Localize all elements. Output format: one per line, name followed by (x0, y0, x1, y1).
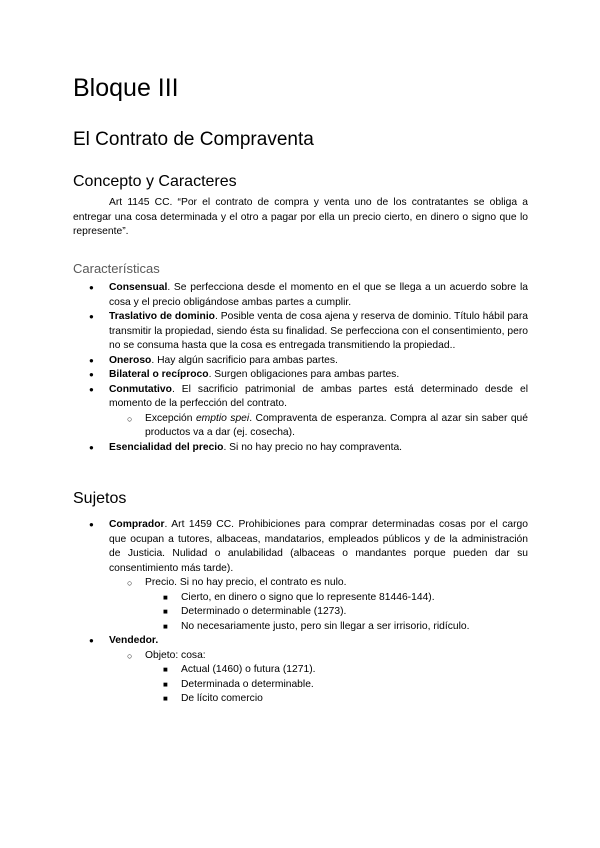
list-item-text: . Se perfecciona desde el momento en el que se llega a un acuerdo sobre la cosa y el precio obligándose ambas partes a cumplir. (109, 282, 528, 308)
document-title: Bloque III (73, 74, 179, 102)
list-item-comprador (0, 518, 600, 576)
bullet-icon: ● (89, 370, 94, 379)
list-item (0, 678, 600, 693)
list-item-precio (0, 576, 600, 591)
list-item (0, 620, 600, 635)
list-item-text: . Surgen obligaciones para ambas partes. (208, 369, 400, 380)
list-item-text: De lícito comercio (181, 693, 263, 704)
list-item (0, 310, 600, 354)
bullet-icon: ● (89, 442, 94, 452)
list-item (0, 383, 600, 412)
square-bullet-icon: ■ (163, 607, 168, 616)
list-item-text: . Hay algún sacrificio para ambas partes. (151, 354, 338, 366)
list-item-term: Conmutativo (109, 383, 172, 395)
bullet-icon: ● (89, 283, 94, 292)
list-item (0, 441, 600, 456)
list-item-text: Cierto, en dinero o signo que lo represente 81446-144). (181, 591, 435, 603)
bullet-icon: ● (89, 520, 94, 529)
list-item-term: Consensual (109, 282, 168, 293)
list-item-excepcion (0, 412, 600, 441)
list-item-term: Esencialidad del precio (109, 441, 224, 453)
list-item (0, 368, 600, 383)
section-heading-sujetos: Sujetos (73, 490, 127, 507)
list-item-text: . Si no hay precio no hay compraventa. (223, 441, 403, 453)
circle-bullet-icon: ○ (127, 650, 133, 661)
list-item (0, 281, 600, 310)
bullet-icon: ● (89, 312, 94, 321)
square-bullet-icon: ■ (163, 694, 168, 703)
list-item (0, 354, 600, 369)
bullet-icon: ● (89, 384, 94, 394)
list-item-text: . Posible venta de cosa ajena y reserva de dominio. Título hábil para transmitir la propiedad, siendo ésta su finalidad. Se perfecciona con el consentimiento, pero no se consuma hasta que la cosa es entregada transmitiendo la propiedad.. (109, 311, 528, 351)
list-item-text: . Art 1459 CC. Prohibiciones para comprar determinadas cosas por el cargo que ocupan a tutores, albaceas, mandatarios, empleados públicos y de la administración de Justicia. Nulidad o anulabilidad (albaceas o mandantes porque pueden dar su consentimiento más tarde). (109, 519, 528, 574)
list-item-text: . El sacrificio patrimonial de ambas partes está determinado desde el momento de la perfección del contrato. (109, 383, 528, 409)
list-item (0, 663, 600, 678)
square-bullet-icon: ■ (163, 592, 168, 602)
list-item-text: . Compraventa de esperanza. Compra al azar sin saber qué productos va a dar (ej. cosecha). (145, 412, 529, 438)
sujetos-list (0, 518, 600, 707)
list-item-text: Determinado o determinable (1273). (181, 606, 347, 617)
section-heading-concepto: Concepto y Caracteres (73, 173, 237, 190)
article-quote-paragraph: Art 1145 CC. “Por el contrato de compra y venta uno de los contratantes se obliga a entregar una cosa determinada y el otro a pagar por ella un precio cierto, en dinero o signo que lo represente”. (73, 197, 528, 237)
list-item-term: Bilateral o recíproco (109, 369, 209, 380)
caracteristicas-list (0, 281, 600, 455)
bullet-icon: ● (89, 636, 94, 645)
list-item-term: Vendedor. (109, 635, 159, 646)
list-item-term: emptio spei (195, 412, 250, 424)
bullet-icon: ● (89, 355, 94, 365)
list-item (0, 692, 600, 707)
square-bullet-icon: ■ (163, 665, 168, 674)
list-item-vendedor (0, 634, 600, 649)
square-bullet-icon: ■ (163, 621, 168, 631)
list-item-term: Comprador (109, 519, 165, 530)
list-item (0, 591, 600, 606)
document-subtitle: El Contrato de Compraventa (73, 129, 314, 150)
circle-bullet-icon: ○ (127, 578, 133, 588)
list-item-prefix: Excepción (145, 412, 196, 424)
list-item-text: Determinada o determinable. (181, 678, 314, 690)
square-bullet-icon: ■ (163, 679, 168, 689)
list-item-objeto (0, 649, 600, 664)
list-item-text: No necesariamente justo, pero sin llegar a ser irrisorio, ridículo. (181, 620, 470, 632)
list-item-text: Objeto: cosa: (145, 649, 206, 661)
circle-bullet-icon: ○ (127, 413, 133, 424)
subheading-caracteristicas: Características (73, 261, 160, 276)
list-item-text: Actual (1460) o futura (1271). (181, 664, 316, 675)
list-item-term: Oneroso (109, 354, 152, 366)
list-item-text: Precio. Si no hay precio, el contrato es nulo. (145, 577, 347, 588)
list-item-term: Traslativo de dominio (109, 311, 215, 322)
list-item (0, 605, 600, 620)
